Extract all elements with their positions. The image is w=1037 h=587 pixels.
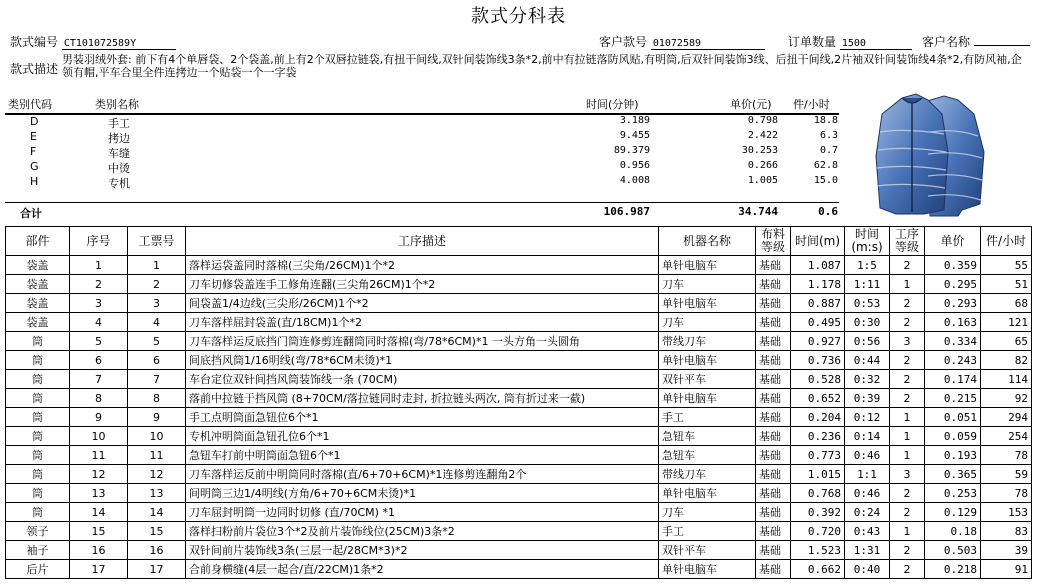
- cell-seq: 1: [70, 256, 128, 275]
- cell-level: 1: [890, 275, 925, 294]
- cell-part: 袋盖: [6, 313, 70, 332]
- category-per-hour: 18.8: [813, 115, 838, 126]
- table-row: [6, 484, 1032, 503]
- cell-per-hour: 82: [981, 351, 1032, 370]
- cell-per-hour: 114: [981, 370, 1032, 389]
- cell-price: 0.243: [925, 351, 981, 370]
- cell-level: 2: [890, 313, 925, 332]
- cell-part: 袋盖: [6, 294, 70, 313]
- order-qty-field: [788, 33, 912, 50]
- cell-machine: 单针电脑车: [659, 389, 756, 408]
- cell-level: 2: [890, 294, 925, 313]
- cell-ticket: 14: [128, 503, 186, 522]
- cell-ticket: 5: [128, 332, 186, 351]
- cell-ticket: 8: [128, 389, 186, 408]
- cell-ticket: 13: [128, 484, 186, 503]
- cell-mins: 0:44: [845, 351, 890, 370]
- cell-machine: 单针电脑车: [659, 294, 756, 313]
- customer-name-field: [922, 33, 1030, 50]
- cell-per-hour: 92: [981, 389, 1032, 408]
- cell-seq: 7: [70, 370, 128, 389]
- table-row: [6, 256, 1032, 275]
- cell-price: 0.253: [925, 484, 981, 503]
- cell-level: 2: [890, 389, 925, 408]
- cell-grade: 基础: [756, 522, 791, 541]
- cell-price: 0.218: [925, 560, 981, 579]
- cell-level: 2: [890, 256, 925, 275]
- cell-time: 1.523: [791, 541, 845, 560]
- cell-mins: 1:11: [845, 275, 890, 294]
- cell-grade: 基础: [756, 351, 791, 370]
- category-time: 89.379: [613, 145, 650, 156]
- customer-name-label: 客户名称: [922, 35, 971, 49]
- cell-per-hour: 59: [981, 465, 1032, 484]
- cell-time: 0.495: [791, 313, 845, 332]
- category-price: 1.005: [747, 175, 778, 186]
- table-row: [6, 560, 1032, 579]
- cell-level: 3: [890, 465, 925, 484]
- cell-seq: 10: [70, 427, 128, 446]
- cell-time: 0.887: [791, 294, 845, 313]
- cell-ticket: 17: [128, 560, 186, 579]
- cell-price: 0.18: [925, 522, 981, 541]
- cell-desc: 车台定位双针间挡风筒装饰线一条 (70CM): [186, 370, 659, 389]
- table-row: [6, 465, 1032, 484]
- cell-mins: 0:56: [845, 332, 890, 351]
- style-no-label: 款式编号: [10, 35, 59, 49]
- cell-price: 0.174: [925, 370, 981, 389]
- category-code: F: [30, 145, 37, 158]
- table-row: [6, 370, 1032, 389]
- cell-machine: 刀车: [659, 275, 756, 294]
- cell-machine: 单针电脑车: [659, 560, 756, 579]
- category-price: 0.266: [747, 160, 778, 171]
- cell-seq: 14: [70, 503, 128, 522]
- category-code: G: [30, 160, 39, 173]
- cell-part: 筒: [6, 427, 70, 446]
- category-time: 9.455: [619, 130, 650, 141]
- cell-grade: 基础: [756, 294, 791, 313]
- cell-grade: 基础: [756, 427, 791, 446]
- cell-mins: 0:32: [845, 370, 890, 389]
- cell-time: 0.720: [791, 522, 845, 541]
- cell-time: 0.204: [791, 408, 845, 427]
- cell-machine: 带线刀车: [659, 465, 756, 484]
- cell-desc: 急钮车打前中明筒面急钮6个*1: [186, 446, 659, 465]
- cell-desc: 手工点明筒面急钮位6个*1: [186, 408, 659, 427]
- style-no-value: CT101072589Y: [62, 38, 176, 50]
- cell-per-hour: 51: [981, 275, 1032, 294]
- cat-header-code: 类别代码: [8, 98, 52, 111]
- cell-seq: 12: [70, 465, 128, 484]
- cell-desc: 落样扫粉前片袋位3个*2及前片装饰线位(25CM)3条*2: [186, 522, 659, 541]
- cell-time: 1.015: [791, 465, 845, 484]
- cell-mins: 0:43: [845, 522, 890, 541]
- cell-machine: 单针电脑车: [659, 484, 756, 503]
- table-row: [6, 351, 1032, 370]
- cell-desc: 刀车落样运反前中明筒同时落棉(直/6+70+6CM)*1连修剪连翻角2个: [186, 465, 659, 484]
- category-row: [0, 130, 840, 145]
- category-code: E: [30, 130, 37, 143]
- cell-part: 袋盖: [6, 275, 70, 294]
- cell-per-hour: 121: [981, 313, 1032, 332]
- category-per-hour: 0.7: [819, 145, 838, 156]
- description-label: 款式描述: [10, 62, 59, 76]
- category-name: 中烫: [108, 162, 130, 175]
- cell-price: 0.365: [925, 465, 981, 484]
- cell-level: 2: [890, 560, 925, 579]
- cell-time: 0.736: [791, 351, 845, 370]
- cell-time: 0.927: [791, 332, 845, 351]
- col-price: 单价: [925, 227, 981, 256]
- cell-mins: 0:14: [845, 427, 890, 446]
- table-row: [6, 408, 1032, 427]
- table-row: [6, 275, 1032, 294]
- total-time: 106.987: [603, 205, 650, 218]
- cell-machine: 手工: [659, 522, 756, 541]
- cell-per-hour: 78: [981, 446, 1032, 465]
- cell-desc: 刀车切修袋盖连手工修角连翻(三尖角26CM)1个*2: [186, 275, 659, 294]
- cell-mins: 1:1: [845, 465, 890, 484]
- cell-grade: 基础: [756, 541, 791, 560]
- cell-seq: 17: [70, 560, 128, 579]
- customer-no-label: 客户款号: [599, 35, 648, 49]
- cell-seq: 6: [70, 351, 128, 370]
- category-name: 拷边: [108, 132, 130, 145]
- cell-ticket: 12: [128, 465, 186, 484]
- cell-mins: 1:5: [845, 256, 890, 275]
- cell-mins: 1:31: [845, 541, 890, 560]
- customer-name-value: [974, 45, 1030, 46]
- cell-part: 筒: [6, 389, 70, 408]
- order-qty-value: 1500: [840, 38, 912, 50]
- cell-level: 2: [890, 484, 925, 503]
- cell-ticket: 4: [128, 313, 186, 332]
- category-total-row: [0, 205, 840, 221]
- col-grade: 布料等级: [756, 227, 791, 256]
- cell-grade: 基础: [756, 560, 791, 579]
- cell-time: 0.528: [791, 370, 845, 389]
- cell-price: 0.359: [925, 256, 981, 275]
- cell-price: 0.163: [925, 313, 981, 332]
- category-code: H: [30, 175, 39, 188]
- cell-part: 筒: [6, 351, 70, 370]
- cell-part: 筒: [6, 408, 70, 427]
- col-part: 部件: [6, 227, 70, 256]
- cell-ticket: 10: [128, 427, 186, 446]
- cell-desc: 双针间前片装饰线3条(三层一起/28CM*3)*2: [186, 541, 659, 560]
- cell-machine: 双针平车: [659, 370, 756, 389]
- cell-time: 0.768: [791, 484, 845, 503]
- cell-grade: 基础: [756, 332, 791, 351]
- category-per-hour: 62.8: [813, 160, 838, 171]
- cell-level: 2: [890, 351, 925, 370]
- cell-desc: 落前中拉链于挡风筒 (8+70CM/落拉链同时走封, 折拉链头两次, 筒有折过来一截): [186, 389, 659, 408]
- cell-ticket: 7: [128, 370, 186, 389]
- cell-price: 0.215: [925, 389, 981, 408]
- cell-mins: 0:46: [845, 484, 890, 503]
- cell-desc: 刀车落样运反底挡门筒连修剪连翻筒同时落棉(弯/78*6CM)*1 一头方角一头圆角: [186, 332, 659, 351]
- cell-per-hour: 65: [981, 332, 1032, 351]
- col-level: 工序等级: [890, 227, 925, 256]
- cell-seq: 15: [70, 522, 128, 541]
- cell-price: 0.295: [925, 275, 981, 294]
- cell-desc: 刀车屈封明筒一边同时切修 (直/70CM) *1: [186, 503, 659, 522]
- cell-desc: 间袋盖1/4边线(三尖形/26CM)1个*2: [186, 294, 659, 313]
- cell-time: 0.662: [791, 560, 845, 579]
- cell-time: 0.236: [791, 427, 845, 446]
- category-row: [0, 175, 840, 190]
- cell-machine: 单针电脑车: [659, 256, 756, 275]
- cell-price: 0.193: [925, 446, 981, 465]
- col-ticket: 工票号: [128, 227, 186, 256]
- cell-mins: 0:30: [845, 313, 890, 332]
- cell-mins: 0:12: [845, 408, 890, 427]
- cell-per-hour: 294: [981, 408, 1032, 427]
- cell-grade: 基础: [756, 465, 791, 484]
- cell-part: 筒: [6, 446, 70, 465]
- cell-per-hour: 91: [981, 560, 1032, 579]
- cell-part: 筒: [6, 484, 70, 503]
- cell-grade: 基础: [756, 503, 791, 522]
- category-name: 专机: [108, 177, 130, 190]
- cell-mins: 0:53: [845, 294, 890, 313]
- category-row: [0, 160, 840, 175]
- cat-header-per-hour: 件/小时: [793, 98, 830, 111]
- cell-seq: 3: [70, 294, 128, 313]
- style-no-field: [10, 33, 176, 50]
- total-price: 34.744: [738, 205, 778, 218]
- cell-machine: 双针平车: [659, 541, 756, 560]
- cell-grade: 基础: [756, 484, 791, 503]
- table-header-row: [6, 227, 1032, 256]
- cell-seq: 16: [70, 541, 128, 560]
- cell-level: 1: [890, 446, 925, 465]
- cat-header-price: 单价(元): [730, 98, 772, 111]
- cell-price: 0.051: [925, 408, 981, 427]
- category-time: 0.956: [619, 160, 650, 171]
- cell-per-hour: 39: [981, 541, 1032, 560]
- cell-time: 0.392: [791, 503, 845, 522]
- cell-mins: 0:24: [845, 503, 890, 522]
- cell-desc: 合前身横缝(4层一起合/直/22CM)1条*2: [186, 560, 659, 579]
- cell-ticket: 16: [128, 541, 186, 560]
- cell-grade: 基础: [756, 370, 791, 389]
- customer-no-value: 01072589: [651, 38, 765, 50]
- category-row: [0, 145, 840, 160]
- total-per-hour: 0.6: [818, 205, 838, 218]
- cell-time: 0.773: [791, 446, 845, 465]
- cell-per-hour: 153: [981, 503, 1032, 522]
- cell-per-hour: 83: [981, 522, 1032, 541]
- col-desc: 工序描述: [186, 227, 659, 256]
- puffer-jacket-photo: [866, 92, 988, 220]
- category-name: 手工: [108, 117, 130, 130]
- table-row: [6, 503, 1032, 522]
- cell-level: 2: [890, 370, 925, 389]
- cell-ticket: 11: [128, 446, 186, 465]
- cell-grade: 基础: [756, 389, 791, 408]
- cell-time: 1.087: [791, 256, 845, 275]
- cell-part: 袋盖: [6, 256, 70, 275]
- cell-price: 0.129: [925, 503, 981, 522]
- order-qty-label: 订单数量: [788, 35, 837, 49]
- cell-mins: 0:40: [845, 560, 890, 579]
- col-machine: 机器名称: [659, 227, 756, 256]
- cell-price: 0.059: [925, 427, 981, 446]
- cell-part: 领子: [6, 522, 70, 541]
- cell-seq: 11: [70, 446, 128, 465]
- cell-machine: 刀车: [659, 313, 756, 332]
- category-row: [0, 115, 840, 130]
- table-row: [6, 446, 1032, 465]
- cell-level: 1: [890, 427, 925, 446]
- cell-level: 1: [890, 408, 925, 427]
- cell-machine: 急钮车: [659, 427, 756, 446]
- cell-grade: 基础: [756, 408, 791, 427]
- operation-table: [5, 226, 1032, 579]
- cell-machine: 单针电脑车: [659, 351, 756, 370]
- description-text: 男装羽绒外套: 前下有4个单唇袋、2个袋盖,前上有2个双唇拉链袋,有扭干间线,双针间装饰线3条*2,前中有拉链落防风贴,有明筒,后双针间装饰3线、后扭干间线,2片袖双针间装饰线4条*2,有防风袖,企领有帽,平车合里全件连拷边一个贴袋一个一字袋: [62, 53, 1022, 79]
- cell-level: 2: [890, 541, 925, 560]
- cell-grade: 基础: [756, 256, 791, 275]
- cell-seq: 8: [70, 389, 128, 408]
- cell-grade: 基础: [756, 446, 791, 465]
- category-price: 0.798: [747, 115, 778, 126]
- cell-per-hour: 254: [981, 427, 1032, 446]
- table-row: [6, 522, 1032, 541]
- cell-mins: 0:39: [845, 389, 890, 408]
- cell-seq: 9: [70, 408, 128, 427]
- page-title: 款式分科表: [471, 6, 566, 27]
- cell-machine: 急钮车: [659, 446, 756, 465]
- col-per-hour: 件/小时: [981, 227, 1032, 256]
- col-mins: 时间(m:s): [845, 227, 890, 256]
- col-seq: 序号: [70, 227, 128, 256]
- cell-per-hour: 78: [981, 484, 1032, 503]
- cell-part: 筒: [6, 370, 70, 389]
- cell-part: 后片: [6, 560, 70, 579]
- cell-ticket: 3: [128, 294, 186, 313]
- cell-desc: 刀车落样屈封袋盖(直/18CM)1个*2: [186, 313, 659, 332]
- cell-level: 2: [890, 503, 925, 522]
- cell-ticket: 15: [128, 522, 186, 541]
- table-row: [6, 427, 1032, 446]
- category-price: 2.422: [747, 130, 778, 141]
- cell-seq: 2: [70, 275, 128, 294]
- cell-part: 筒: [6, 465, 70, 484]
- cell-level: 1: [890, 522, 925, 541]
- category-name: 车缝: [108, 147, 130, 160]
- table-row: [6, 313, 1032, 332]
- table-row: [6, 389, 1032, 408]
- cat-total-rule: [5, 202, 839, 203]
- cat-header-name: 类别名称: [95, 98, 139, 111]
- cell-machine: 刀车: [659, 503, 756, 522]
- category-code: D: [30, 115, 39, 128]
- cell-desc: 专机冲明筒面急钮孔位6个*1: [186, 427, 659, 446]
- cell-price: 0.334: [925, 332, 981, 351]
- cell-price: 0.293: [925, 294, 981, 313]
- cell-mins: 0:46: [845, 446, 890, 465]
- category-price: 30.253: [741, 145, 778, 156]
- table-row: [6, 332, 1032, 351]
- cell-machine: 带线刀车: [659, 332, 756, 351]
- cat-header-time: 时间(分钟): [586, 98, 639, 111]
- cell-grade: 基础: [756, 275, 791, 294]
- category-per-hour: 15.0: [813, 175, 838, 186]
- category-time: 3.189: [619, 115, 650, 126]
- cell-ticket: 6: [128, 351, 186, 370]
- total-label: 合计: [20, 207, 42, 220]
- cell-grade: 基础: [756, 313, 791, 332]
- cell-price: 0.503: [925, 541, 981, 560]
- cell-per-hour: 55: [981, 256, 1032, 275]
- cell-level: 3: [890, 332, 925, 351]
- cell-seq: 4: [70, 313, 128, 332]
- customer-no-field: [599, 33, 765, 50]
- cell-ticket: 1: [128, 256, 186, 275]
- cell-seq: 5: [70, 332, 128, 351]
- cell-ticket: 2: [128, 275, 186, 294]
- cell-ticket: 9: [128, 408, 186, 427]
- cell-desc: 间底挡风筒1/16明线(弯/78*6CM未烫)*1: [186, 351, 659, 370]
- cell-time: 1.178: [791, 275, 845, 294]
- cell-part: 筒: [6, 332, 70, 351]
- cell-desc: 间明筒三边1/4明线(方角/6+70+6CM未烫)*1: [186, 484, 659, 503]
- cell-part: 筒: [6, 503, 70, 522]
- cell-per-hour: 68: [981, 294, 1032, 313]
- table-row: [6, 294, 1032, 313]
- cell-part: 袖子: [6, 541, 70, 560]
- category-per-hour: 6.3: [819, 130, 838, 141]
- category-time: 4.008: [619, 175, 650, 186]
- cell-desc: 落样运袋盖同时落棉(三尖角/26CM)1个*2: [186, 256, 659, 275]
- cell-seq: 13: [70, 484, 128, 503]
- cell-machine: 手工: [659, 408, 756, 427]
- cell-time: 0.652: [791, 389, 845, 408]
- col-time: 时间(m): [791, 227, 845, 256]
- table-row: [6, 541, 1032, 560]
